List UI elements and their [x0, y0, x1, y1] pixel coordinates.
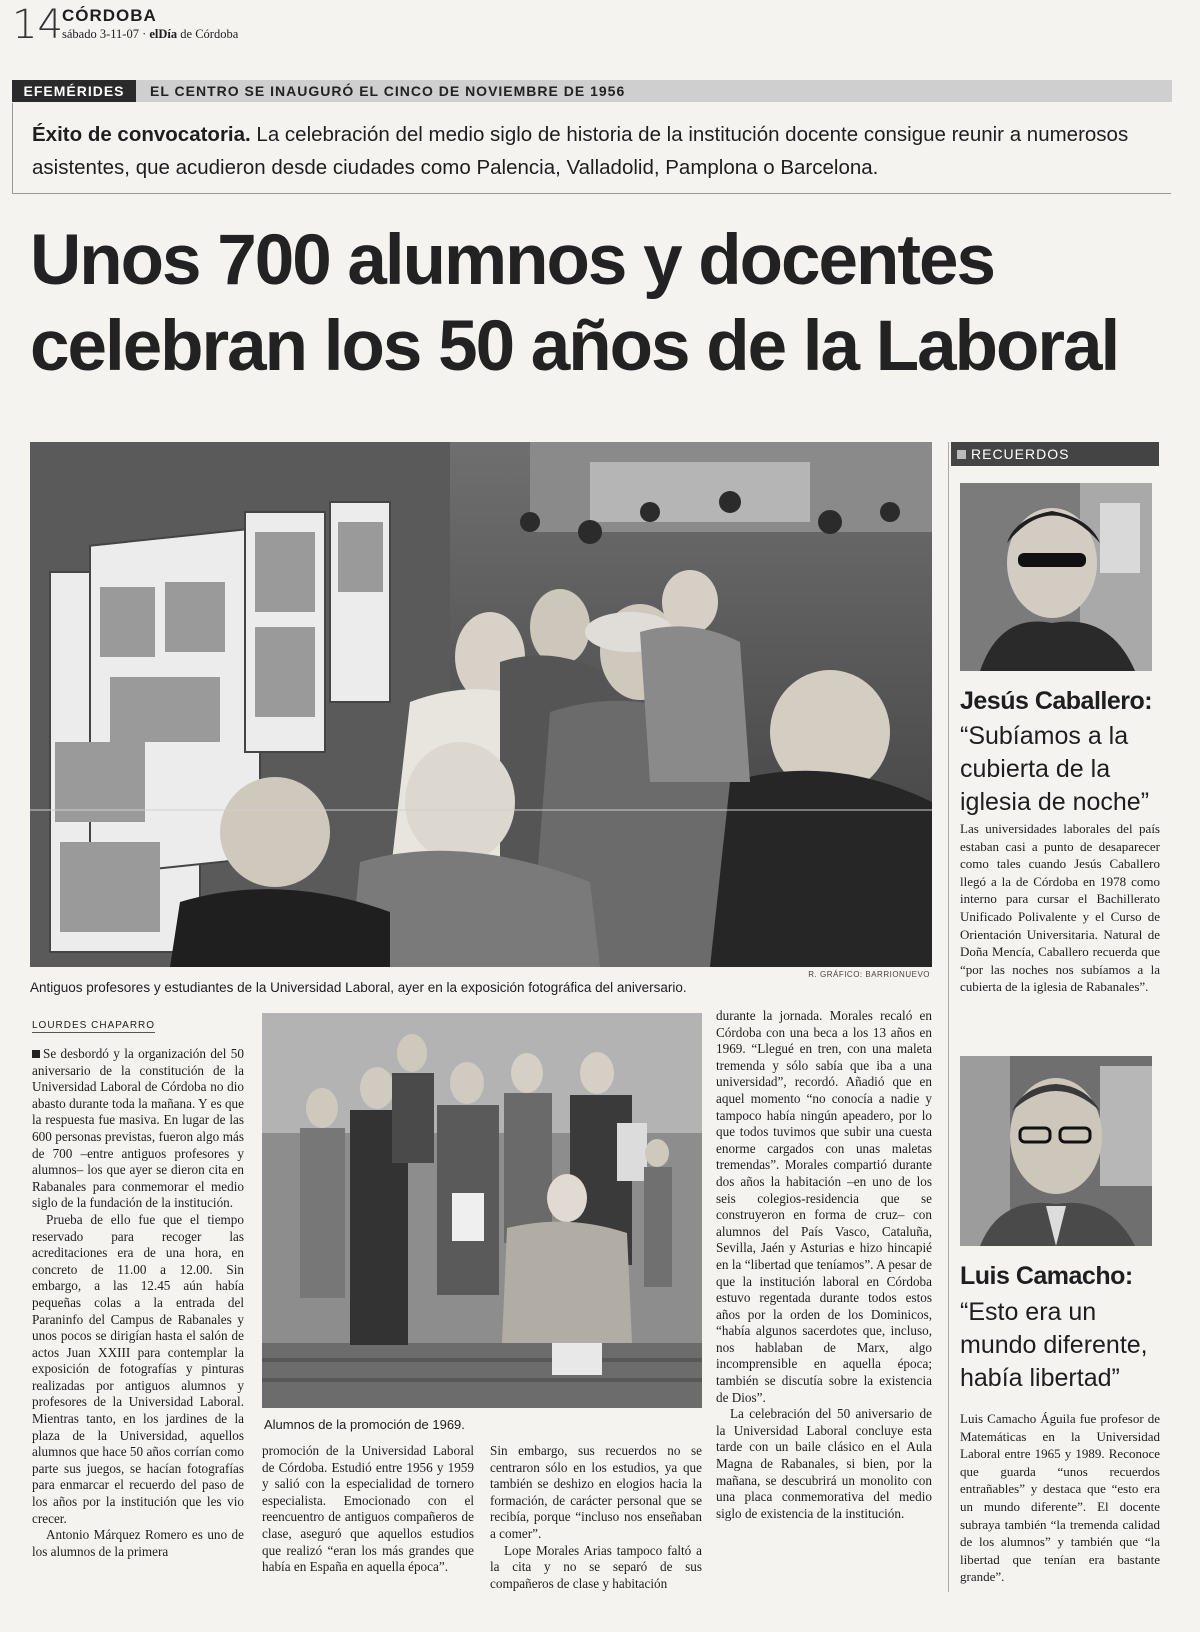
headline-line-1: Unos 700 alumnos y docentes: [30, 221, 994, 300]
portrait-image: [960, 1056, 1152, 1246]
quote-2-body: Luis Camacho Águila fue profesor de Matemáticas en la Universidad Laboral entre 1965 y 1989. Reconoce que guarda “unos recuerdos entrañables” y destaca que “esto era un mundo diferente”. El docente subraya también “la tremenda calidad de los alumnos” y también que “la libertad que tenían era bastante grande”.: [960, 1411, 1160, 1585]
sidebar-divider: [948, 442, 949, 1592]
headline: [30, 218, 1170, 390]
paragraph: promoción de la Universidad Laboral de Córdoba. Estudió entre 1956 y 1959 y salió con la especialidad de tornero especialista. Emocionado con el reencuentro de antiguos compañeros de clase, aseguró que aquellos estudios que realizó “eran los más grandes que había en España en aquella época”.: [262, 1443, 474, 1575]
exhibition-crowd-image: [30, 442, 932, 967]
paragraph: Sin embargo, sus recuerdos no se centraron sólo en los estudios, ya que también se deshizo en elogios hacia la formación, de carácter personal que se recibía, porque “incluso nos enseñaban a comer”.: [490, 1443, 702, 1541]
quote-1-name: Jesús Caballero:: [960, 687, 1153, 715]
deck: [32, 118, 1132, 184]
portrait-jesus-caballero: [960, 483, 1152, 671]
newspaper-brand-suffix: de Córdoba: [180, 27, 239, 41]
newspaper-brand: elDía: [149, 27, 178, 41]
paragraph: Se desbordó y la organización del 50 aniversario de la constitución de la Universidad Laboral de Córdoba no dio abasto durante toda la mañana. Y es que la respuesta fue masiva. En lugar de las 600 personas previstas, fueron algo más de 700 –entre antiguos profesores y alumnos– los que ayer se dieron cita en Rabanales para conmemorar el medio siglo de la fundación de la institución.: [32, 1046, 244, 1211]
section-name: CÓRDOBA: [62, 6, 157, 25]
paragraph: Prueba de ello fue que el tiempo reservado para recoger las acreditaciones era de una hora, en concreto de 11.00 a 12.00. Sin embargo, a las 12.45 aún había pequeñas colas a la entrada del Paraninfo del Campus de Rabanales y unos pocos se dirigían hasta el salón de actos Juan XXIII para contemplar la exposición de fotografías y pinturas realizadas por antiguos alumnos y profesores de la Universidad Laboral. Mientras tanto, en los jardines de la plaza de la Universidad, aquellos alumnos que hace 50 años corrían como parte sus juegos, se hacían fotografías para enmarcar el recuerdo del paso de los años por la institución que les vio crecer.: [32, 1211, 244, 1526]
main-photo: [30, 442, 932, 967]
dateline: [62, 27, 238, 42]
article-column-4: [716, 1008, 932, 1522]
portrait-luis-camacho: [960, 1056, 1152, 1246]
quote-1-text: “Subíamos a la cubierta de la iglesia de noche”: [960, 722, 1150, 816]
deck-text: La celebración del medio siglo de historia de la institución docente consigue reunir a numerosos asistentes, que acudieron desde ciudades como Palencia, Valladolid, Pamplona o Barcelona.: [32, 123, 1129, 179]
tag-label: EFEMÉRIDES: [12, 80, 136, 102]
paragraph: La celebración del 50 aniversario de la Universidad Laboral concluye esta tarde con un baile clásico en el Aula Magna de Rabanales, si bien, por la mañana, se descubrirá un monolito con una placa conmemorativa del medio siglo de existencia de la institución.: [716, 1406, 932, 1521]
class-photo-caption: Alumnos de la promoción de 1969.: [264, 1417, 465, 1432]
issue-date: sábado 3-11-07 ·: [62, 27, 147, 41]
headline-line-2: celebran los 50 años de la Laboral: [30, 307, 1119, 386]
quote-2-name: Luis Camacho:: [960, 1262, 1133, 1290]
main-photo-caption: Antiguos profesores y estudiantes de la Universidad Laboral, ayer en la exposición fotográfica del aniversario.: [30, 980, 687, 995]
class-of-1969-image: [262, 1013, 702, 1408]
byline: LOURDES CHAPARRO: [32, 1020, 156, 1031]
page-number: 14: [12, 2, 63, 48]
square-bullet-icon: [957, 450, 966, 459]
photo-credit: R. GRÁFICO: BARRIONUEVO: [808, 970, 930, 979]
paragraph: Lope Morales Arias tampoco faltó a la cita y no se separó de sus compañeros de clase y habitación: [490, 1542, 702, 1591]
article-column-2: [262, 1443, 474, 1576]
paragraph: Antonio Márquez Romero es uno de los alumnos de la primera: [32, 1527, 244, 1559]
quote-2-text: “Esto era un mundo diferente, había libertad”: [960, 1298, 1148, 1392]
square-bullet-icon: [32, 1050, 40, 1058]
article-column-3: [490, 1443, 702, 1592]
quote-1-body: Las universidades laborales del país estaban casi a punto de desaparecer como tales cuando Jesús Caballero llegó a la de Córdoba en 1978 como interno para cursar el Bachillerato Unificado Polivalente y el Curso de Orientación Universitaria. Natural de Doña Mencía, Caballero recuerda que “por las noches nos subíamos a la cubierta de la iglesia de Rabanales”.: [960, 821, 1160, 995]
sidebar-header: [951, 442, 1159, 466]
portrait-image: [960, 483, 1152, 671]
class-photo: [262, 1013, 702, 1408]
article-column-1: [32, 1046, 244, 1560]
sidebar-title: RECUERDOS: [971, 446, 1070, 462]
tag-text: EL CENTRO SE INAUGURÓ EL CINCO DE NOVIEMBRE DE 1956: [150, 83, 626, 99]
deck-lead: Éxito de convocatoria.: [32, 123, 251, 146]
paragraph: durante la jornada. Morales recaló en Córdoba con una beca a los 13 años en 1969. “Llegué en tren, con una maleta tremenda y sólo sabía que iba a una universidad”, recordó. Añadió que en aquel momento “no conocía a nadie y tampoco había ningún apeadero, por lo que todos tuvimos que subir una cuesta enorme cargados con unas maletas tremendas”. Morales compartió durante dos años la habitación –en uno de los seis colegios-residencia que se construyeron en forma de cruz– con alumnos del País Vasco, Cataluña, Sevilla, Jaén y Asturias e hizo hincapié en la “libertad que teníamos”. A pesar de que la institución laboral en Córdoba estuvo regentada durante todos estos años por la orden de los Dominicos, “había algunos sacerdotes que, incluso, nos hablaban de Marx, algo incomprensible en aquella época; también se discutía sobre la existencia de Dios”.: [716, 1008, 932, 1405]
